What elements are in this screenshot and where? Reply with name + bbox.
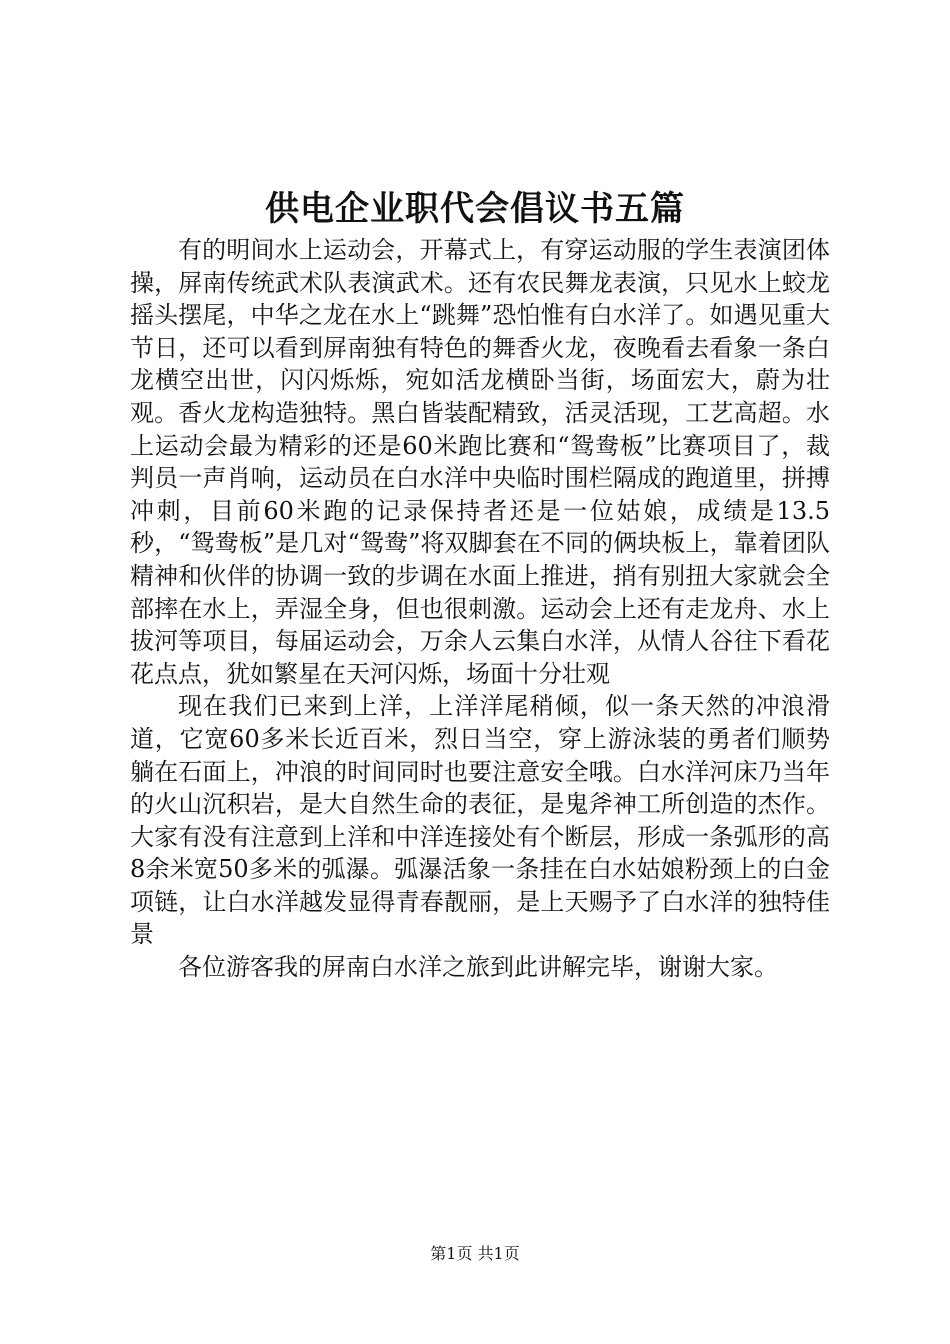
document-body: [130, 234, 830, 984]
paragraph-2: 现在我们已来到上洋，上洋洋尾稍倾，似一条天然的冲浪滑道，它宽60多米长近百米，烈日当空，穿上游泳装的勇者们顺势躺在石面上，冲浪的时间同时也要注意安全哦。白水洋河床乃当年的火山沉积岩，是大自然生命的表征，是鬼斧神工所创造的杰作。大家有没有注意到上洋和中洋连接处有个断层，形成一条弧形的高8余米宽50多米的弧瀑。弧瀑活象一条挂在白水姑娘粉颈上的白金项链，让白水洋越发显得青春靓丽，是上天赐予了白水洋的独特佳景: [130, 692, 830, 949]
paragraph-3: 各位游客我的屏南白水洋之旅到此讲解完毕，谢谢大家。: [178, 953, 778, 982]
paragraph-1: 有的明间水上运动会，开幕式上，有穿运动服的学生表演团体操，屏南传统武术队表演武术。还有农民舞龙表演，只见水上蛟龙摇头摆尾，中华之龙在水上“跳舞”恐怕惟有白水洋了。如遇见重大节日，还可以看到屏南独有特色的舞香火龙，夜晚看去看象一条白龙横空出世，闪闪烁烁，宛如活龙横卧当街，场面宏大，蔚为壮观。香火龙构造独特。黑白皆装配精致，活灵活现，工艺高超。水上运动会最为精彩的还是60米跑比赛和“鸳鸯板”比赛项目了，裁判员一声肖响，运动员在白水洋中央临时围栏隔成的跑道里，拼搏冲刺，目前60米跑的记录保持者还是一位姑娘，成绩是13.5秒，“鸳鸯板”是几对“鸳鸯”将双脚套在不同的俩块板上，靠着团队精神和伙伴的协调一致的步调在水面上推进，捎有别扭大家就会全部摔在水上，弄湿全身，但也很刺激。运动会上还有走龙舟、水上拔河等项目，每届运动会，万余人云集白水洋，从情人谷往下看花花点点，犹如繁星在天河闪烁，场面十分壮观: [130, 236, 830, 688]
document-title: 供电企业职代会倡议书五篇: [265, 189, 685, 229]
page-number-footer: 第1页 共1页: [430, 1244, 520, 1263]
